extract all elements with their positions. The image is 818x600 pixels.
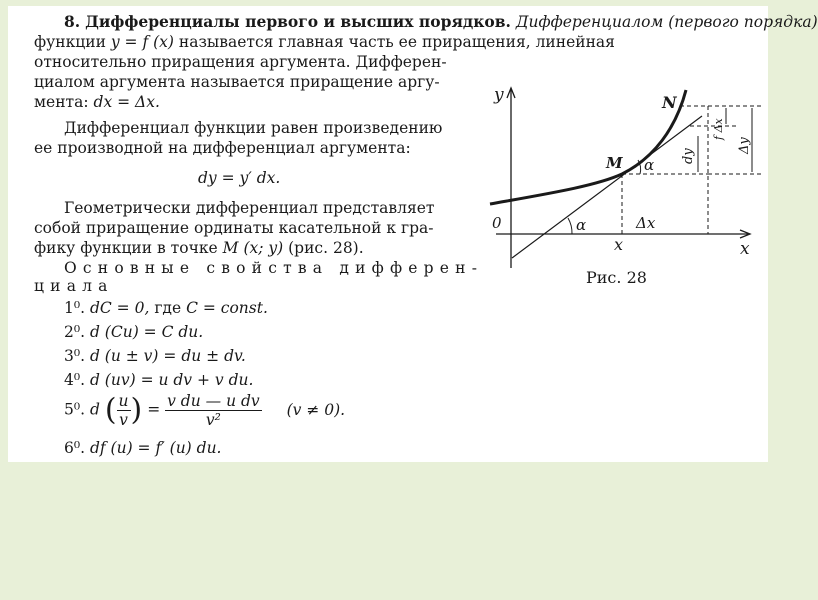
quotient-numerator: v du — u dv [167,392,260,410]
equals-sign: = [147,400,161,419]
formula-dx: dx = Δx. [93,93,160,111]
text-figure-ref: (рис. 28). [288,239,364,257]
property-number: 5⁰. [64,400,86,419]
property-number: 4⁰. [64,371,86,389]
paragraph-3-line-2: собой приращение ординаты касательной к гра- [34,219,434,237]
paragraph-1-line-3: относительно приращения аргумента. Дифферен- [34,53,447,71]
paragraph-1-line-4: циалом аргумента называется приращение аргу- [34,73,440,91]
property-number: 2⁰. [64,323,86,341]
property-formula: d (u ± v) = du ± dv. [89,347,246,365]
fraction-u-v [117,392,131,429]
property-formula: df (u) = f′ (u) du. [89,439,222,457]
property-formula: dC = 0, [89,299,150,317]
fraction-denominator: v [119,411,128,429]
text-point: фику функции в точке [34,239,218,257]
fraction-numerator: u [118,392,129,410]
label-M: M [606,154,623,172]
formula-main: dy = y′ dx. [198,169,281,187]
figure-caption: Рис. 28 [586,268,647,287]
label-alpha-m: α [644,156,655,174]
angle-arc-origin [568,218,572,234]
fraction-quotient [165,392,262,429]
function-curve [490,90,686,204]
label-fdx: f Δx [712,118,725,140]
label-x-axis: x [740,239,750,259]
label-y: y [494,85,504,105]
label-alpha-origin: α [576,216,587,234]
document-page [8,6,818,462]
close-paren: ) [130,392,143,428]
label-dx: Δx [636,214,656,232]
label-x-tick: x [614,235,624,254]
property-6 [64,438,221,458]
property-formula: d (uv) = u dv + v du. [89,371,254,389]
section-title: Дифференциалы первого и высших порядков. [85,12,511,31]
property-number: 6⁰. [64,439,86,457]
paragraph-1-line-1 [64,12,818,32]
term-differential: Дифференциалом [515,13,664,31]
property-4 [64,370,253,390]
paragraph-1-line-5 [34,92,160,112]
open-paren: ( [104,392,117,428]
property-1 [64,298,268,318]
quotient-denominator: v² [205,411,221,429]
properties-heading-line-2: циала [34,277,114,295]
label-dy: dy [681,148,696,164]
paragraph-3-line-1: Геометрически дифференциал представляет [64,199,435,217]
section-number: 8. [64,12,81,31]
label-Dy: Δy [737,137,752,154]
formula-fx: y = f (x) [110,33,174,51]
property-formula: d (Cu) = C du. [89,323,204,341]
properties-heading-line-1: Основные свойства дифферен- [64,259,484,277]
label-N: N [662,93,677,112]
label-origin: 0 [492,214,502,232]
paragraph-2-line-1: Дифференциал функции равен произведению [64,119,443,137]
text-function: функции [34,33,106,51]
term-paren: (первого порядка) [668,13,818,31]
text-definition: называется главная часть ее приращения, линейная [178,33,615,51]
property-where: где [154,299,182,317]
property-5 [64,392,345,429]
paragraph-3-line-3 [34,238,364,258]
paragraph-1-line-2 [34,32,615,52]
property-2 [64,322,203,342]
formula-point-m: M (x; y) [222,239,284,257]
property-d: d [89,400,100,419]
tangent-line [512,116,702,258]
property-condition: (v ≠ 0). [286,400,346,419]
property-const: C = const. [186,299,268,317]
property-number: 1⁰. [64,299,86,317]
property-number: 3⁰. [64,347,86,365]
text-menta: мента: [34,93,89,111]
paragraph-2-line-2: ее производной на дифференциал аргумента: [34,139,411,157]
figure-28 [476,68,762,268]
property-3 [64,346,246,366]
